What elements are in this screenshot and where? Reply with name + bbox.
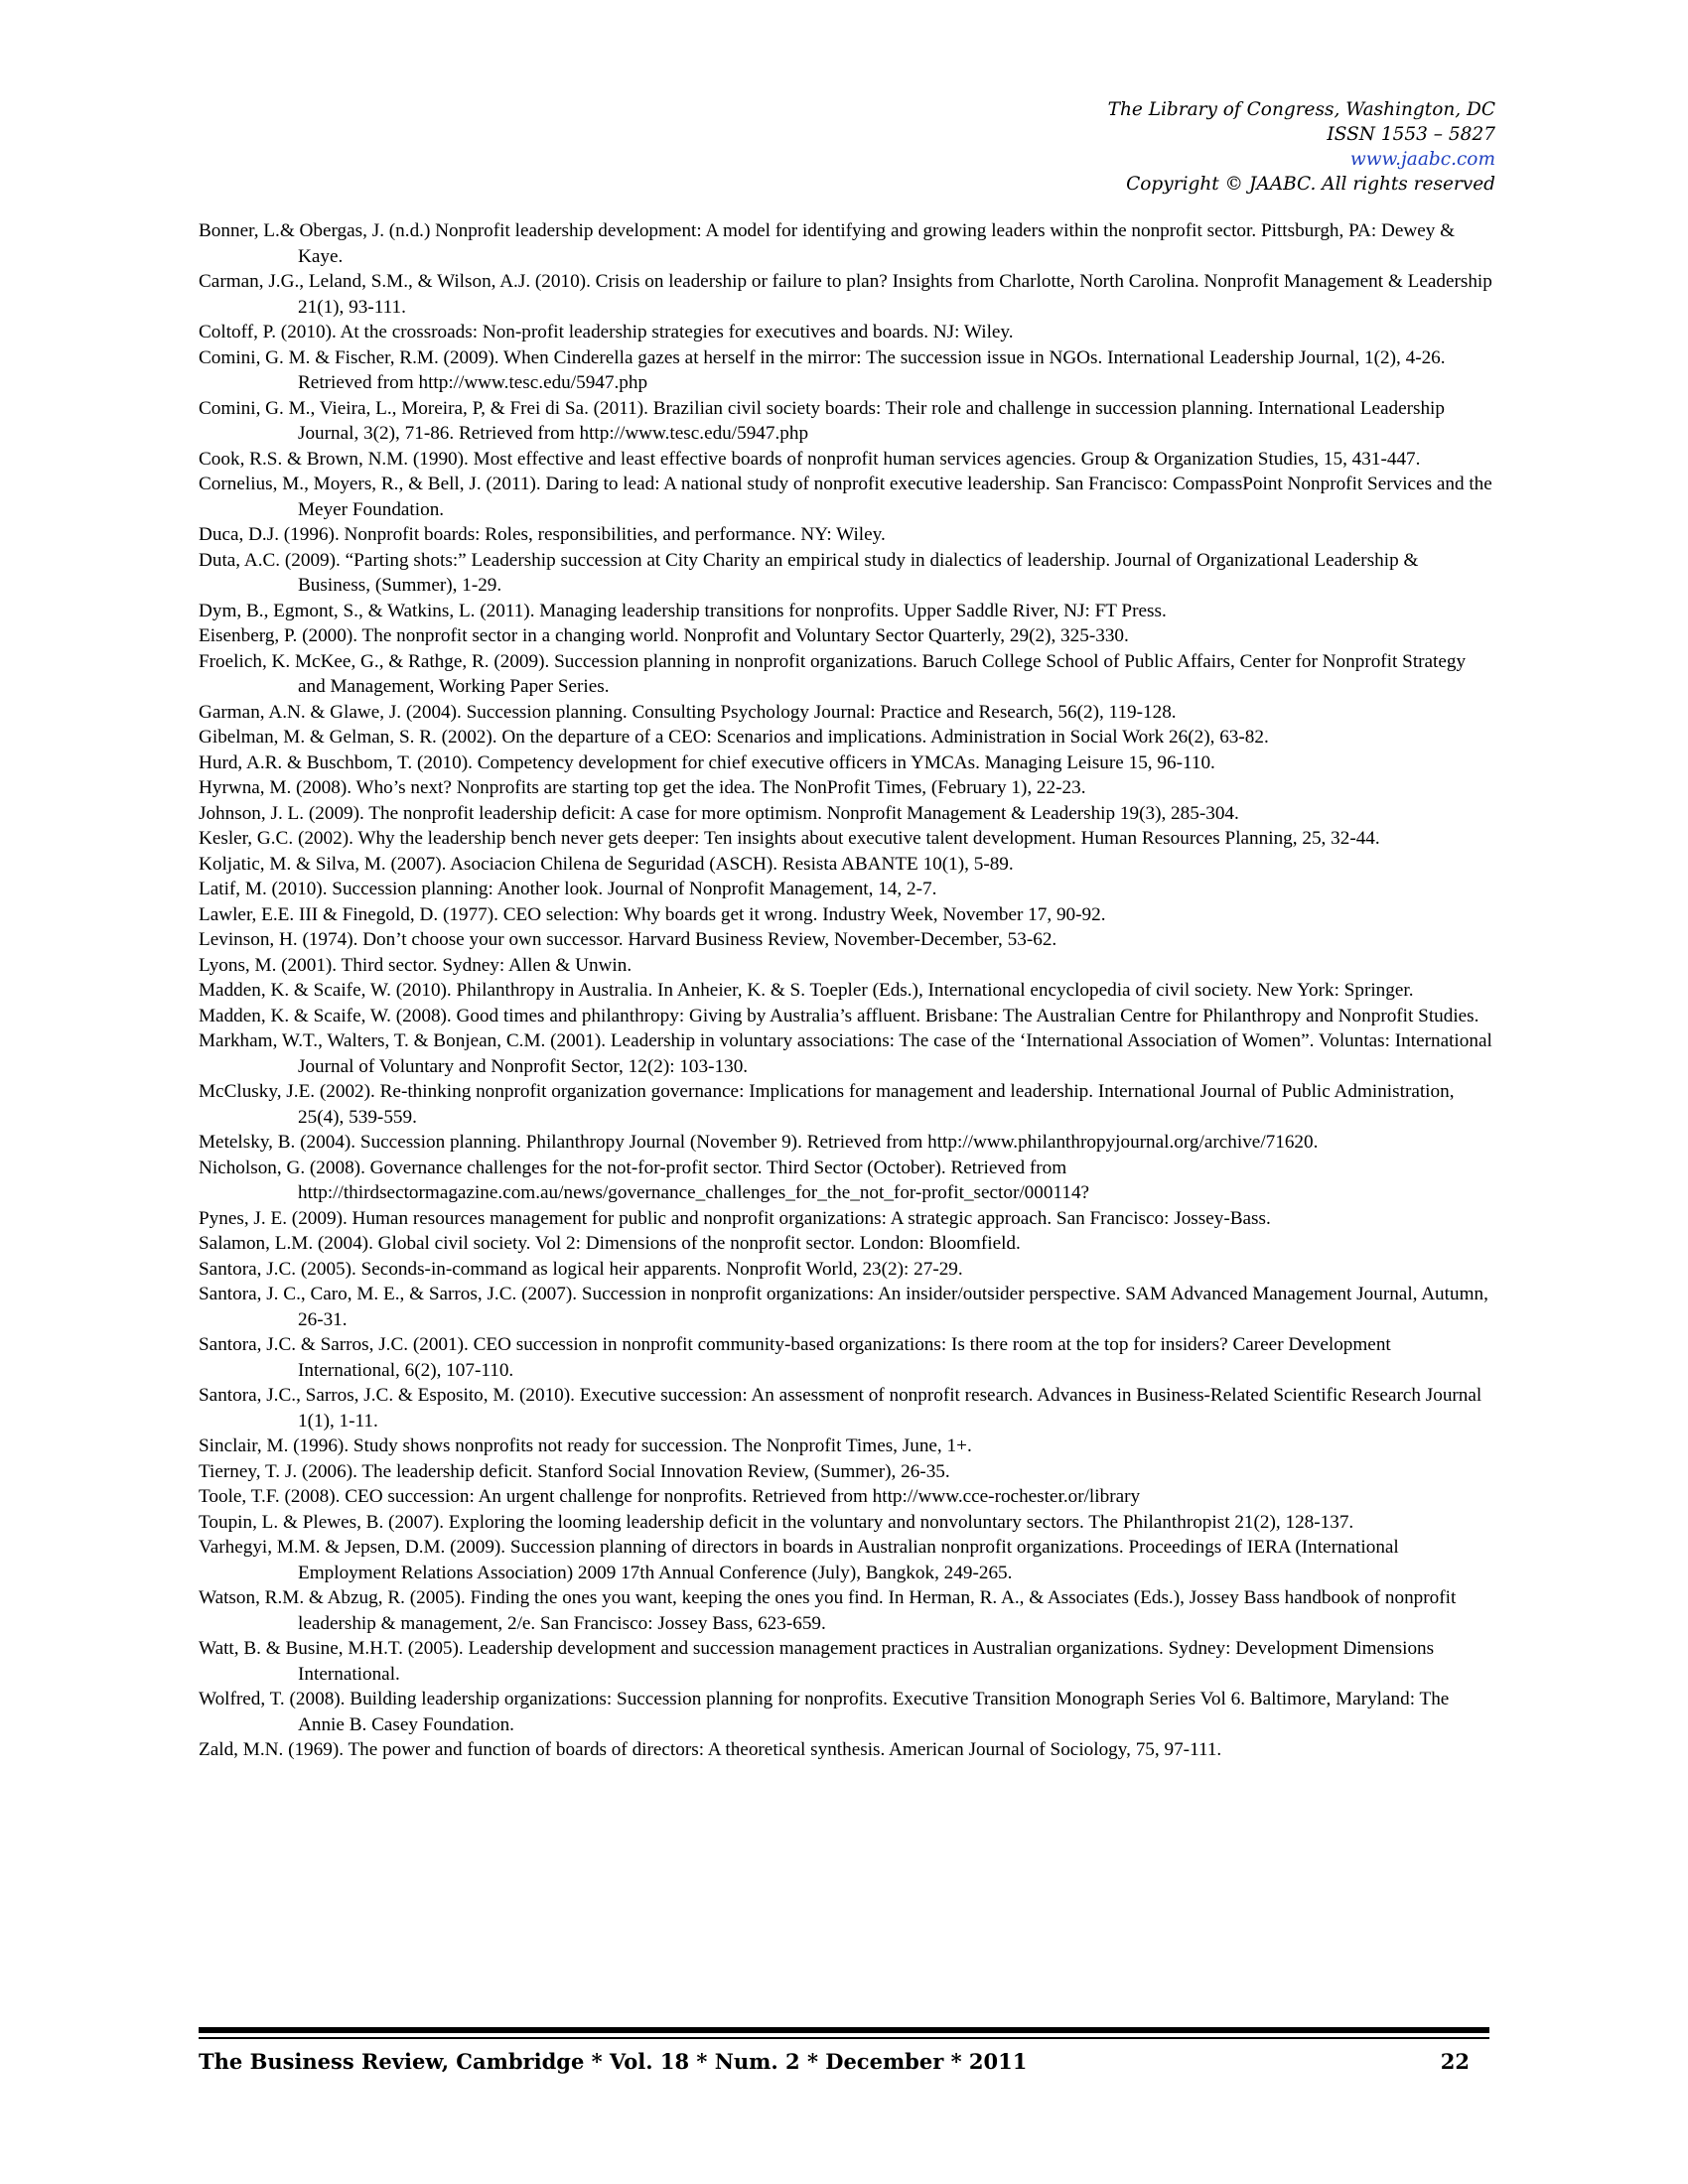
reference-entry: Madden, K. & Scaife, W. (2010). Philanthropy in Australia. In Anheier, K. & S. Toepler (Eds.), International encyclopedia of civil society. New York: Springer. [199, 980, 1414, 1001]
reference-entry: Carman, J.G., Leland, S.M., & Wilson, A.J. (2010). Crisis on leadership or failure to plan? Insights from Charlotte, North Carolina. Nonprofit Management & Leadership 21(1), 93-111. [199, 271, 1492, 318]
reference-entry: Zald, M.N. (1969). The power and function of boards of directors: A theoretical synthesis. American Journal of Sociology, 75, 97-111. [199, 1739, 1222, 1760]
reference-entry: Duta, A.C. (2009). “Parting shots:” Leadership succession at City Charity an empirical study in dialectics of leadership. Journal of Organizational Leadership & Business, (Summer), 1-29. [199, 549, 1419, 596]
reference-entry: Watson, R.M. & Abzug, R. (2005). Finding the ones you want, keeping the ones you find. In Herman, R. A., & Associates (Eds.), Jossey Bass handbook of nonprofit leadership & management, 2/e. San Francisco: Jossey Bass, 623-659. [199, 1587, 1457, 1634]
reference-entry: Coltoff, P. (2010). At the crossroads: Non-profit leadership strategies for executives and boards. NJ: Wiley. [199, 322, 1014, 342]
reference-entry: Lawler, E.E. III & Finegold, D. (1977). CEO selection: Why boards get it wrong. Industry Week, November 17, 90-92. [199, 903, 1106, 925]
reference-entry: Levinson, H. (1974). Don’t choose your own successor. Harvard Business Review, November-December, 53-62. [199, 929, 1057, 950]
reference-entry: Bonner, L.& Obergas, J. (n.d.) Nonprofit leadership development: A model for identifying and growing leaders within the nonprofit sector. Pittsburgh, PA: Dewey & Kaye. [199, 220, 1456, 267]
header-publisher: The Library of Congress, Washington, DC [1107, 99, 1495, 120]
reference-entry: Tierney, T. J. (2006). The leadership deficit. Stanford Social Innovation Review, (Summer), 26-35. [199, 1460, 950, 1482]
reference-entry: Pynes, J. E. (2009). Human resources management for public and nonprofit organizations: A strategic approach. San Francisco: Jossey-Bass. [199, 1207, 1271, 1229]
page-number: 22 [1440, 2049, 1470, 2074]
reference-entry: Comini, G. M., Vieira, L., Moreira, P, & Frei di Sa. (2011). Brazilian civil society boards: Their role and challenge in succession planning. International Leadership Journal, 3(2), 71-86. Retrieved from http://www.tesc.edu/5947.php [199, 397, 1445, 444]
reference-entry: Froelich, K. McKee, G., & Rathge, R. (2009). Succession planning in nonprofit organizations. Baruch College School of Public Affairs, Center for Nonprofit Strategy and Management, Working Paper Series. [199, 650, 1467, 697]
footer-rule-thin [199, 2037, 1489, 2039]
reference-entry: Wolfred, T. (2008). Building leadership organizations: Succession planning for nonprofits. Executive Transition Monograph Series Vol 6. Baltimore, Maryland: The Annie B. Casey Foundation. [199, 1689, 1450, 1735]
reference-entry: McClusky, J.E. (2002). Re-thinking nonprofit organization governance: Implications for management and leadership. International Journal of Public Administration, 25(4), 539-559. [199, 1081, 1455, 1128]
reference-entry: Toupin, L. & Plewes, B. (2007). Exploring the looming leadership deficit in the voluntary and nonvoluntary sectors. The Philanthropist 21(2), 128-137. [199, 1511, 1354, 1533]
reference-entry: Markham, W.T., Walters, T. & Bonjean, C.M. (2001). Leadership in voluntary associations: The case of the ‘International Association of Women”. Voluntas: International Journal of Voluntary and Nonprofit Sector, 12(2): 103-130. [199, 1030, 1492, 1077]
reference-entry: Cornelius, M., Moyers, R., & Bell, J. (2011). Daring to lead: A national study of nonprofit executive leadership. San Francisco: CompassPoint Nonprofit Services and the Meyer Foundation. [199, 474, 1492, 520]
reference-entry: Santora, J.C. & Sarros, J.C. (2001). CEO succession in nonprofit community-based organizations: Is there room at the top for insiders? Career Development International, 6(2), 107-110. [199, 1334, 1391, 1381]
reference-entry: Duca, D.J. (1996). Nonprofit boards: Roles, responsibilities, and performance. NY: Wiley. [199, 524, 886, 545]
reference-entry: Latif, M. (2010). Succession planning: Another look. Journal of Nonprofit Management, 14, 2-7. [199, 879, 937, 899]
reference-entry: Lyons, M. (2001). Third sector. Sydney: Allen & Unwin. [199, 954, 633, 976]
reference-entry: Metelsky, B. (2004). Succession planning. Philanthropy Journal (November 9). Retrieved from http://www.philanthropyjournal.org/archive/71620. [199, 1132, 1319, 1153]
reference-entry: Garman, A.N. & Glawe, J. (2004). Succession planning. Consulting Psychology Journal: Practice and Research, 56(2), 119-128. [199, 701, 1177, 723]
reference-entry: Dym, B., Egmont, S., & Watkins, L. (2011). Managing leadership transitions for nonprofits. Upper Saddle River, NJ: FT Press. [199, 600, 1167, 621]
header-issn: ISSN 1553 – 5827 [1327, 124, 1495, 145]
header-website-link[interactable]: www.jaabc.com [1349, 149, 1495, 170]
reference-entry: Salamon, L.M. (2004). Global civil society. Vol 2: Dimensions of the nonprofit sector. London: Bloomfield. [199, 1233, 1021, 1254]
reference-entry: Comini, G. M. & Fischer, R.M. (2009). When Cinderella gazes at herself in the mirror: The succession issue in NGOs. International Leadership Journal, 1(2), 4-26. Retrieved from http://www.tesc.edu/5947.php [199, 346, 1446, 393]
footer-rule-thick [199, 2027, 1489, 2033]
reference-entry: Varhegyi, M.M. & Jepsen, D.M. (2009). Succession planning of directors in boards in Australian nonprofit organizations. Proceedings of IERA (International Employment Relations Association) 2009 17th Annual Conference (July), Bangkok, 249-265. [199, 1537, 1399, 1583]
footer-journal-info: The Business Review, Cambridge * Vol. 18 * Num. 2 * December * 2011 [199, 2049, 1028, 2074]
reference-entry: Nicholson, G. (2008). Governance challenges for the not-for-profit sector. Third Sector (October). Retrieved from http://thirdsectormagazine.com.au/news/governance_challenges_for_the_not_for-profit_sector/000114? [199, 1157, 1090, 1203]
reference-entry: Eisenberg, P. (2000). The nonprofit sector in a changing world. Nonprofit and Voluntary Sector Quarterly, 29(2), 325-330. [199, 625, 1129, 646]
page-footer [199, 2049, 1489, 2074]
reference-entry: Kesler, G.C. (2002). Why the leadership bench never gets deeper: Ten insights about executive talent development. Human Resources Planning, 25, 32-44. [199, 828, 1380, 849]
reference-entry: Watt, B. & Busine, M.H.T. (2005). Leadership development and succession management practices in Australian organizations. Sydney: Development Dimensions International. [199, 1638, 1435, 1685]
reference-list [199, 218, 1495, 1763]
header-copyright: Copyright © JAABC. All rights reserved [1126, 174, 1495, 195]
reference-entry: Johnson, J. L. (2009). The nonprofit leadership deficit: A case for more optimism. Nonprofit Management & Leadership 19(3), 285-304. [199, 802, 1239, 824]
reference-entry: Madden, K. & Scaife, W. (2008). Good times and philanthropy: Giving by Australia’s affluent. Brisbane: The Australian Centre for Philanthropy and Nonprofit Studies. [199, 1005, 1479, 1026]
reference-entry: Santora, J.C., Sarros, J.C. & Esposito, M. (2010). Executive succession: An assessment of nonprofit research. Advances in Business-Related Scientific Research Journal 1(1), 1-11. [199, 1385, 1482, 1432]
reference-entry: Gibelman, M. & Gelman, S. R. (2002). On the departure of a CEO: Scenarios and implications. Administration in Social Work 26(2), 63-82. [199, 727, 1269, 748]
reference-entry: Santora, J. C., Caro, M. E., & Sarros, J.C. (2007). Succession in nonprofit organizations: An insider/outsider perspective. SAM Advanced Management Journal, Autumn, 26-31. [199, 1284, 1488, 1330]
reference-entry: Toole, T.F. (2008). CEO succession: An urgent challenge for nonprofits. Retrieved from http://www.cce-rochester.or/library [199, 1486, 1141, 1507]
page-header [1108, 97, 1495, 197]
reference-entry: Hyrwna, M. (2008). Who’s next? Nonprofits are starting top get the idea. The NonProfit Times, (February 1), 22-23. [199, 777, 1086, 798]
reference-entry: Sinclair, M. (1996). Study shows nonprofits not ready for succession. The Nonprofit Times, June, 1+. [199, 1435, 972, 1456]
reference-entry: Hurd, A.R. & Buschbom, T. (2010). Competency development for chief executive officers in YMCAs. Managing Leisure 15, 96-110. [199, 751, 1215, 773]
reference-entry: Cook, R.S. & Brown, N.M. (1990). Most effective and least effective boards of nonprofit human services agencies. Group & Organization Studies, 15, 431-447. [199, 448, 1421, 470]
reference-entry: Koljatic, M. & Silva, M. (2007). Asociacion Chilena de Seguridad (ASCH). Resista ABANTE 10(1), 5-89. [199, 853, 1014, 875]
reference-entry: Santora, J.C. (2005). Seconds-in-command as logical heir apparents. Nonprofit World, 23(2): 27-29. [199, 1258, 963, 1280]
